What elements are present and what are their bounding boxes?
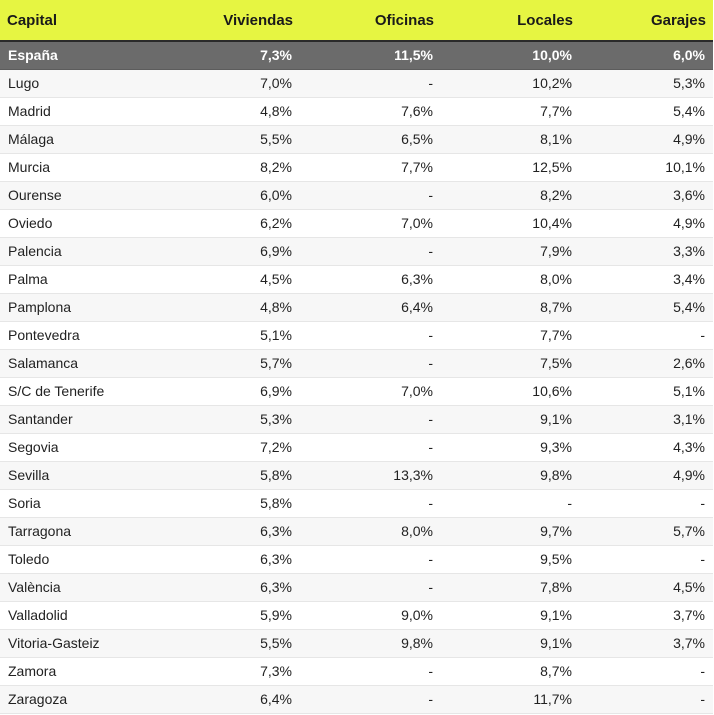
- cell-capital: Lugo: [0, 69, 140, 97]
- cell-locales: 8,7%: [441, 293, 580, 321]
- cell-capital: Zaragoza: [0, 685, 140, 713]
- cell-locales: 11,7%: [441, 685, 580, 713]
- cell-garajes: -: [580, 321, 713, 349]
- cell-oficinas: 6,4%: [300, 293, 441, 321]
- total-cell-viviendas: 7,3%: [140, 41, 300, 69]
- cell-oficinas: -: [300, 433, 441, 461]
- cell-capital: Murcia: [0, 153, 140, 181]
- cell-viviendas: 5,8%: [140, 461, 300, 489]
- table-row: [0, 69, 713, 97]
- table-row: [0, 153, 713, 181]
- cell-garajes: 4,3%: [580, 433, 713, 461]
- column-header-capital[interactable]: Capital: [0, 0, 140, 41]
- cell-capital: Tarragona: [0, 517, 140, 545]
- table-row: [0, 573, 713, 601]
- cell-capital: S/C de Tenerife: [0, 377, 140, 405]
- cell-viviendas: 7,0%: [140, 69, 300, 97]
- cell-oficinas: -: [300, 685, 441, 713]
- cell-viviendas: 4,8%: [140, 97, 300, 125]
- table-row: [0, 181, 713, 209]
- table-row: [0, 489, 713, 517]
- cell-locales: -: [441, 489, 580, 517]
- cell-locales: 8,7%: [441, 657, 580, 685]
- cell-capital: Toledo: [0, 545, 140, 573]
- cell-locales: 9,1%: [441, 629, 580, 657]
- total-cell-oficinas: 11,5%: [300, 41, 441, 69]
- cell-viviendas: 5,1%: [140, 321, 300, 349]
- cell-oficinas: -: [300, 489, 441, 517]
- cell-garajes: 3,7%: [580, 629, 713, 657]
- cell-viviendas: 6,3%: [140, 545, 300, 573]
- cell-oficinas: 7,0%: [300, 377, 441, 405]
- cell-capital: Valladolid: [0, 601, 140, 629]
- cell-capital: Málaga: [0, 125, 140, 153]
- total-cell-garajes: 6,0%: [580, 41, 713, 69]
- cell-capital: Zamora: [0, 657, 140, 685]
- cell-garajes: 4,5%: [580, 573, 713, 601]
- cell-oficinas: 13,3%: [300, 461, 441, 489]
- table-row: [0, 629, 713, 657]
- cell-oficinas: -: [300, 349, 441, 377]
- column-header-locales[interactable]: Locales: [441, 0, 580, 41]
- cell-garajes: 2,6%: [580, 349, 713, 377]
- cell-oficinas: 7,7%: [300, 153, 441, 181]
- cell-oficinas: 7,6%: [300, 97, 441, 125]
- cell-locales: 8,2%: [441, 181, 580, 209]
- cell-locales: 10,6%: [441, 377, 580, 405]
- cell-viviendas: 5,5%: [140, 629, 300, 657]
- cell-capital: Palencia: [0, 237, 140, 265]
- cell-garajes: 4,9%: [580, 125, 713, 153]
- cell-oficinas: -: [300, 237, 441, 265]
- cell-garajes: 4,9%: [580, 209, 713, 237]
- cell-locales: 9,3%: [441, 433, 580, 461]
- cell-oficinas: -: [300, 573, 441, 601]
- cell-oficinas: -: [300, 69, 441, 97]
- table-body: [0, 41, 713, 713]
- table-row: [0, 265, 713, 293]
- cell-garajes: 5,4%: [580, 97, 713, 125]
- cell-viviendas: 4,5%: [140, 265, 300, 293]
- cell-locales: 10,4%: [441, 209, 580, 237]
- cell-garajes: 3,1%: [580, 405, 713, 433]
- cell-oficinas: -: [300, 405, 441, 433]
- cell-locales: 8,0%: [441, 265, 580, 293]
- cell-capital: Pamplona: [0, 293, 140, 321]
- cell-viviendas: 7,2%: [140, 433, 300, 461]
- cell-locales: 7,8%: [441, 573, 580, 601]
- cell-garajes: -: [580, 657, 713, 685]
- cell-viviendas: 5,8%: [140, 489, 300, 517]
- cell-locales: 9,1%: [441, 405, 580, 433]
- cell-locales: 7,9%: [441, 237, 580, 265]
- table-row: [0, 461, 713, 489]
- cell-locales: 9,5%: [441, 545, 580, 573]
- cell-locales: 7,7%: [441, 321, 580, 349]
- cell-oficinas: -: [300, 657, 441, 685]
- cell-viviendas: 6,2%: [140, 209, 300, 237]
- table-row: [0, 685, 713, 713]
- cell-garajes: 5,7%: [580, 517, 713, 545]
- table-row: [0, 657, 713, 685]
- cell-oficinas: -: [300, 545, 441, 573]
- cell-oficinas: 6,3%: [300, 265, 441, 293]
- cell-locales: 8,1%: [441, 125, 580, 153]
- table-row: [0, 237, 713, 265]
- table-row: [0, 377, 713, 405]
- cell-capital: Palma: [0, 265, 140, 293]
- table-row: [0, 97, 713, 125]
- header-row: [0, 0, 713, 41]
- cell-locales: 7,5%: [441, 349, 580, 377]
- cell-garajes: 5,3%: [580, 69, 713, 97]
- cell-garajes: 3,4%: [580, 265, 713, 293]
- cell-garajes: -: [580, 685, 713, 713]
- cell-viviendas: 5,5%: [140, 125, 300, 153]
- table-row: [0, 349, 713, 377]
- cell-capital: València: [0, 573, 140, 601]
- cell-viviendas: 6,0%: [140, 181, 300, 209]
- table-row: [0, 321, 713, 349]
- cell-garajes: 10,1%: [580, 153, 713, 181]
- cell-capital: Segovia: [0, 433, 140, 461]
- cell-locales: 9,7%: [441, 517, 580, 545]
- cell-oficinas: 9,8%: [300, 629, 441, 657]
- cell-viviendas: 6,3%: [140, 573, 300, 601]
- table-row: [0, 601, 713, 629]
- table-row: [0, 125, 713, 153]
- cell-garajes: -: [580, 545, 713, 573]
- cell-garajes: 3,6%: [580, 181, 713, 209]
- table-row: [0, 545, 713, 573]
- cell-capital: Soria: [0, 489, 140, 517]
- total-cell-locales: 10,0%: [441, 41, 580, 69]
- cell-garajes: 3,7%: [580, 601, 713, 629]
- cell-capital: Vitoria-Gasteiz: [0, 629, 140, 657]
- cell-viviendas: 8,2%: [140, 153, 300, 181]
- cell-capital: Sevilla: [0, 461, 140, 489]
- cell-viviendas: 5,7%: [140, 349, 300, 377]
- cell-capital: Pontevedra: [0, 321, 140, 349]
- cell-viviendas: 6,3%: [140, 517, 300, 545]
- cell-oficinas: 9,0%: [300, 601, 441, 629]
- cell-locales: 10,2%: [441, 69, 580, 97]
- cell-viviendas: 6,9%: [140, 237, 300, 265]
- cell-locales: 9,8%: [441, 461, 580, 489]
- cell-locales: 12,5%: [441, 153, 580, 181]
- table-row: [0, 293, 713, 321]
- table-row: [0, 517, 713, 545]
- cell-locales: 7,7%: [441, 97, 580, 125]
- cell-garajes: -: [580, 489, 713, 517]
- table-row: [0, 405, 713, 433]
- total-row: [0, 41, 713, 69]
- cell-viviendas: 6,9%: [140, 377, 300, 405]
- cell-locales: 9,1%: [441, 601, 580, 629]
- cell-oficinas: 8,0%: [300, 517, 441, 545]
- cell-viviendas: 7,3%: [140, 657, 300, 685]
- cell-viviendas: 6,4%: [140, 685, 300, 713]
- cell-capital: Ourense: [0, 181, 140, 209]
- column-header-viviendas[interactable]: Viviendas: [140, 0, 300, 41]
- cell-garajes: 3,3%: [580, 237, 713, 265]
- column-header-oficinas[interactable]: Oficinas: [300, 0, 441, 41]
- cell-oficinas: -: [300, 321, 441, 349]
- cell-capital: Salamanca: [0, 349, 140, 377]
- column-header-garajes[interactable]: Garajes: [580, 0, 713, 41]
- cell-oficinas: -: [300, 181, 441, 209]
- cell-viviendas: 5,9%: [140, 601, 300, 629]
- total-cell-capital: España: [0, 41, 140, 69]
- cell-viviendas: 5,3%: [140, 405, 300, 433]
- cell-garajes: 5,1%: [580, 377, 713, 405]
- cell-capital: Santander: [0, 405, 140, 433]
- cell-oficinas: 6,5%: [300, 125, 441, 153]
- cell-capital: Madrid: [0, 97, 140, 125]
- cell-garajes: 5,4%: [580, 293, 713, 321]
- table-row: [0, 209, 713, 237]
- cell-oficinas: 7,0%: [300, 209, 441, 237]
- cell-garajes: 4,9%: [580, 461, 713, 489]
- table-header: [0, 0, 713, 41]
- cell-capital: Oviedo: [0, 209, 140, 237]
- table-row: [0, 433, 713, 461]
- cell-viviendas: 4,8%: [140, 293, 300, 321]
